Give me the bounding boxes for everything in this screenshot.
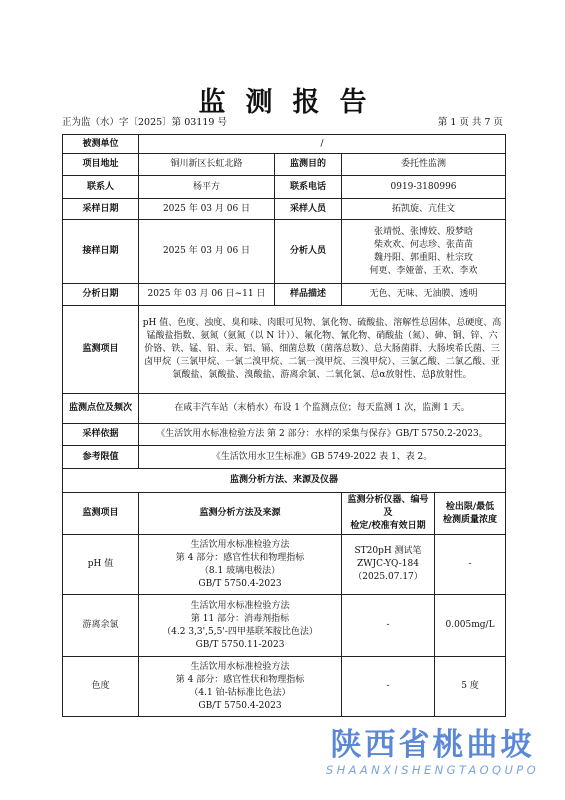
analyst-line: 何更、李娅蕾、王欢、李欢	[369, 265, 478, 276]
analyst-line: 张靖悦、张博姣、殷梦晗	[374, 226, 474, 237]
method-line: GB/T 5750.4-2023	[198, 578, 282, 589]
method-instrument: -	[342, 595, 435, 657]
receive-date-value: 2025 年 03 月 06 日	[139, 220, 275, 284]
contact-value: 杨平方	[139, 176, 275, 199]
row-section-title	[63, 469, 506, 493]
watermark	[300, 727, 565, 777]
method-line: （8.1 玻璃电极法）	[199, 565, 281, 576]
sampler-value: 拓凯旋、亢佳文	[342, 199, 506, 220]
instrument-line: ST20pH 测试笔	[354, 546, 422, 556]
purpose-value: 委托性监测	[342, 154, 506, 176]
analysis-date-label: 分析日期	[63, 284, 139, 306]
sample-date-value: 2025 年 03 月 06 日	[139, 199, 275, 220]
analysis-date-value: 2025 年 03 月 06 日~11 日	[139, 284, 275, 306]
method-line: 第 11 部分：消毒剂指标	[190, 613, 290, 624]
items-value: pH 值、色度、浊度、臭和味、肉眼可见物、氯化物、硫酸盐、溶解性总固体、总硬度、高锰酸盐指数、氨氮（氨氮（以 N 计））、氟化物、氰化物、硝酸盐（氮）、砷、铜、锌、六价铬、铁、锰、铅、汞、铝、镉、细菌总数（菌落总数）、总大肠菌群、大肠埃希氏菌、三卤甲烷（三氯甲烷、一氯二溴甲烷、二氯一溴甲烷、三溴甲烷）、三氯乙酸、二氯乙酸、亚氯酸盐、氯酸盐、溴酸盐、游离余氯、二氧化氯、总α放射性、总β放射性。	[139, 306, 506, 394]
phone-value: 0919-3180996	[342, 176, 506, 199]
receive-date-label: 接样日期	[63, 220, 139, 284]
method-source	[139, 535, 342, 595]
row-sample-date	[63, 199, 506, 220]
contact-label: 联系人	[63, 176, 139, 199]
method-instrument: -	[342, 657, 435, 717]
phone-label: 联系电话	[275, 176, 342, 199]
analyst-label: 分析人员	[275, 220, 342, 284]
header-limit	[435, 493, 506, 535]
row-analysis-date	[63, 284, 506, 306]
method-row	[63, 595, 506, 657]
row-address	[63, 154, 506, 176]
header-instrument-line: 检定/校准有效日期	[350, 521, 426, 531]
sample-desc-label: 样品描述	[275, 284, 342, 306]
report-number: 正为监（水）字〔2025〕第 03119 号	[62, 117, 227, 128]
method-row	[63, 657, 506, 717]
row-receive-date	[63, 220, 506, 284]
method-limit: 0.005mg/L	[435, 595, 506, 657]
method-item: 游离余氯	[63, 595, 139, 657]
method-limit: 5 度	[435, 657, 506, 717]
method-limit: -	[435, 535, 506, 595]
unit-label: 被测单位	[63, 135, 139, 154]
row-basis	[63, 424, 506, 446]
header-instrument	[342, 493, 435, 535]
method-line: GB/T 5750.4-2023	[198, 700, 282, 711]
methods-section-title: 监测分析方法、来源及仪器	[63, 469, 506, 493]
sample-desc-value: 无色、无味、无油膜、透明	[342, 284, 506, 306]
limit-label: 参考限值	[63, 446, 139, 469]
row-limit	[63, 446, 506, 469]
method-source	[139, 657, 342, 717]
method-source	[139, 595, 342, 657]
basis-label: 采样依据	[63, 424, 139, 446]
header-method: 监测分析方法及来源	[139, 493, 342, 535]
report-table	[62, 134, 506, 717]
method-line: 第 4 部分：感官性状和物理指标	[175, 674, 305, 685]
methods-header-row	[63, 493, 506, 535]
unit-value: /	[139, 135, 506, 154]
header-limit-line: 检出限/最低	[445, 501, 495, 512]
address-label: 项目地址	[63, 154, 139, 176]
method-line: 生活饮用水标准检验方法	[190, 600, 290, 611]
analyst-line: 柴欢欢、何志珍、张苗苗	[374, 239, 474, 250]
analyst-list	[342, 220, 506, 284]
row-unit	[63, 135, 506, 154]
method-line: （4.2 3,3',5,5'-四甲基联苯胺比色法）	[162, 626, 318, 637]
purpose-label: 监测目的	[275, 154, 342, 176]
method-item: 色度	[63, 657, 139, 717]
method-row	[63, 535, 506, 595]
method-line: （4.1 铂-钴标准比色法）	[189, 687, 291, 698]
header-item: 监测项目	[63, 493, 139, 535]
method-line: GB/T 5750.11-2023	[195, 639, 285, 650]
row-contact	[63, 176, 506, 199]
watermark-pinyin: SHAANXISHENGTAOQUPO	[325, 763, 540, 777]
limit-value: 《生活饮用水卫生标准》GB 5749-2022 表 1、表 2。	[139, 446, 506, 469]
method-instrument	[342, 535, 435, 595]
header-instrument-line: 监测分析仪器、编号及	[347, 495, 429, 518]
method-line: 生活饮用水标准检验方法	[190, 539, 290, 550]
basis-value: 《生活饮用水标准检验方法 第 2 部分：水样的采集与保存》GB/T 5750.2-2023。	[139, 424, 506, 446]
items-label: 监测项目	[63, 306, 139, 394]
analyst-line: 魏丹阳、郭重阳、杜宗玫	[374, 252, 474, 263]
address-value: 铜川新区长虹北路	[139, 154, 275, 176]
header-limit-line: 检测质量浓度	[443, 514, 498, 525]
instrument-line: ZWJC-YQ-184（2025.07.17）	[353, 559, 423, 582]
location-value: 在咸丰汽车站（末梢水）布设 1 个监测点位；每天监测 1 次，监测 1 天。	[139, 394, 506, 424]
sampler-label: 采样人员	[275, 199, 342, 220]
method-line: 生活饮用水标准检验方法	[190, 661, 290, 672]
row-items	[63, 306, 506, 394]
sample-date-label: 采样日期	[63, 199, 139, 220]
location-label: 监测点位及频次	[63, 394, 139, 424]
row-location	[63, 394, 506, 424]
page-info: 第 1 页 共 7 页	[437, 117, 503, 128]
watermark-chinese: 陕西省桃曲坡	[330, 727, 535, 763]
method-item: pH 值	[63, 535, 139, 595]
report-title: 监测报告	[198, 87, 387, 118]
method-line: 第 4 部分：感官性状和物理指标	[175, 552, 305, 563]
